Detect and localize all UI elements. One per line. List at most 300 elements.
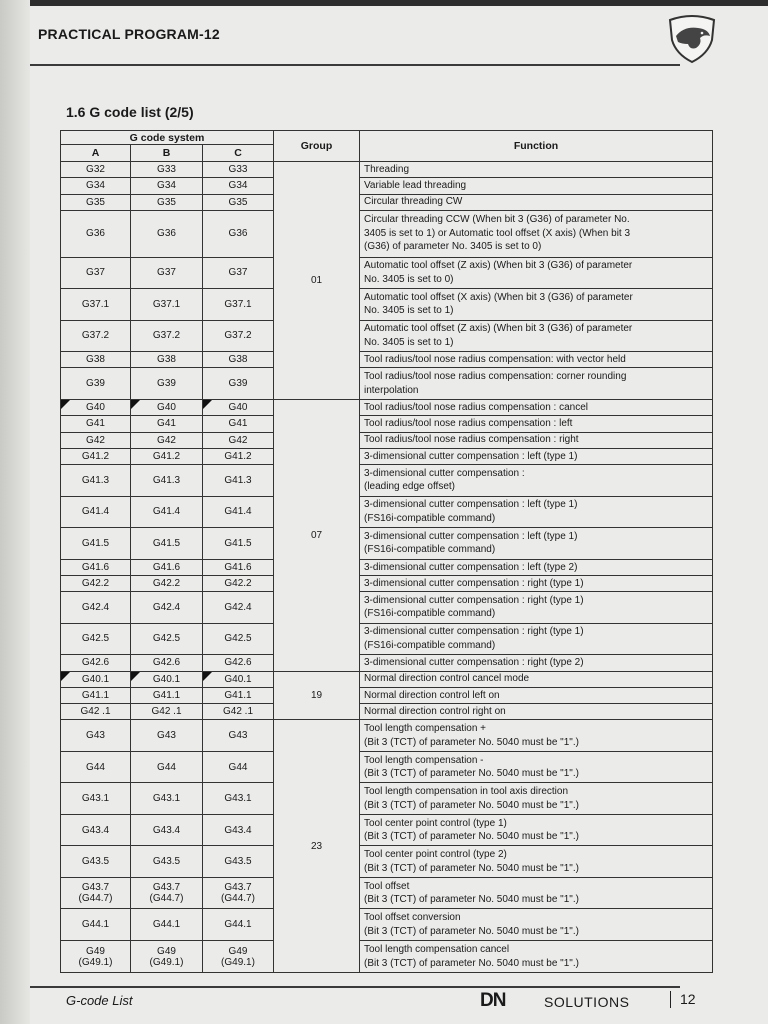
table-row (61, 877, 713, 909)
function-line: Tool length compensation in tool axis direction (364, 786, 569, 798)
g-code-col-b (131, 352, 203, 368)
function-line: (FS16i-compatible command) (364, 608, 496, 620)
function-line: 3-dimensional cutter compensation : (364, 467, 525, 479)
function-description (360, 720, 713, 752)
g-code-value: G42.2 (224, 578, 252, 590)
g-code-col-b (131, 448, 203, 464)
g-code-col-a (61, 575, 131, 591)
table-row (61, 432, 713, 448)
header-rule (30, 64, 680, 66)
table-row (61, 671, 713, 687)
table-row (61, 575, 713, 591)
table-row (61, 257, 713, 289)
g-code-value: G34 (86, 180, 105, 192)
g-code-value: G38 (228, 354, 248, 366)
g-code-value: G36 (228, 228, 248, 240)
table-row (61, 814, 713, 846)
g-code-value: G37.2 (81, 330, 110, 342)
function-description (360, 671, 713, 687)
function-line: (G36) of parameter No. 3405 is set to 0) (364, 241, 542, 253)
function-description (360, 162, 713, 178)
g-code-col-a (61, 368, 131, 400)
g-code-col-c (203, 671, 274, 687)
g-code-col-b (131, 210, 203, 257)
g-code-value: G42 .1 (80, 706, 111, 718)
g-code-line: G43.7 (224, 882, 252, 894)
function-line: Tool radius/tool nose radius compensation: with vector held (364, 354, 626, 366)
g-code-value: G42.5 (81, 633, 110, 645)
function-description (360, 289, 713, 321)
g-code-value: G41.5 (224, 537, 252, 549)
brand-logo-mark: DN (480, 990, 506, 1011)
g-code-col-b (131, 783, 203, 815)
function-description (360, 528, 713, 560)
g-code-col-c (203, 559, 274, 575)
g-code-value: G36 (157, 228, 176, 240)
g-code-col-c (203, 320, 274, 352)
g-code-value: G40.1 (81, 673, 110, 685)
g-code-col-c (203, 783, 274, 815)
g-code-value: G37.2 (224, 330, 252, 342)
function-line: Tool center point control (type 1) (364, 817, 507, 829)
g-code-line: (G44.7) (78, 893, 113, 905)
g-code-value: G42.4 (152, 601, 181, 613)
g-code-value: G38 (86, 354, 105, 366)
g-code-value: G41.4 (152, 506, 181, 518)
g-code-col-c (203, 465, 274, 497)
g-code-col-c (203, 623, 274, 655)
g-code-col-a (61, 846, 131, 878)
g-code-value: G43.1 (224, 793, 252, 805)
col-b-header: B (131, 145, 203, 162)
g-code-value: G42 (228, 434, 248, 446)
page-header-title: PRACTICAL PROGRAM-12 (38, 26, 220, 42)
g-code-col-c (203, 257, 274, 289)
table-row (61, 655, 713, 671)
group-number: 01 (274, 162, 360, 400)
g-code-line: (G49.1) (221, 956, 255, 968)
g-code-col-c (203, 877, 274, 909)
table-row (61, 592, 713, 624)
g-code-col-a (61, 559, 131, 575)
g-code-col-c (203, 846, 274, 878)
function-line: (Bit 3 (TCT) of parameter No. 5040 must be "1".) (364, 957, 579, 969)
g-code-col-c (203, 814, 274, 846)
function-description (360, 941, 713, 973)
g-code-value: G44.1 (152, 919, 181, 931)
g-code-value: G43.4 (152, 824, 181, 836)
g-code-col-a (61, 399, 131, 415)
g-code-col-b (131, 194, 203, 210)
g-code-value: G41.6 (81, 561, 110, 573)
table-row (61, 496, 713, 528)
g-code-col-b (131, 704, 203, 720)
function-line: Tool offset conversion (364, 912, 461, 924)
g-code-col-b (131, 416, 203, 432)
table-row (61, 623, 713, 655)
function-line: Automatic tool offset (X axis) (When bit 3 (G36) of parameter (364, 291, 633, 303)
g-code-table (60, 130, 713, 973)
page-top-edge (0, 0, 768, 6)
g-code-value: G43.5 (152, 856, 181, 868)
function-line: (Bit 3 (TCT) of parameter No. 5040 must be "1".) (364, 799, 579, 811)
table-row (61, 704, 713, 720)
function-description (360, 783, 713, 815)
section-title: 1.6 G code list (2/5) (66, 104, 194, 120)
function-description (360, 559, 713, 575)
function-line: Tool radius/tool nose radius compensation : cancel (364, 401, 589, 413)
g-code-value: G39 (157, 378, 176, 390)
g-code-line: G49 (86, 945, 105, 957)
table-row (61, 941, 713, 973)
g-code-value: G37 (86, 267, 105, 279)
g-code-value: G44 (157, 761, 176, 773)
function-line: (Bit 3 (TCT) of parameter No. 5040 must be "1".) (364, 894, 579, 906)
g-code-col-b (131, 814, 203, 846)
g-code-value: G42.4 (224, 601, 252, 613)
function-description (360, 592, 713, 624)
g-code-value: G40.1 (152, 673, 181, 685)
function-description (360, 320, 713, 352)
function-line: Circular threading CW (364, 196, 463, 208)
g-code-col-a (61, 877, 131, 909)
function-line: Tool radius/tool nose radius compensation : left (364, 418, 573, 430)
footer-rule (30, 986, 680, 988)
g-code-col-b (131, 368, 203, 400)
g-code-value: G34 (228, 180, 248, 192)
g-code-value: G42.5 (224, 633, 252, 645)
table-row (61, 416, 713, 432)
function-line: Tool length compensation + (364, 723, 487, 735)
g-code-line: (G49.1) (149, 956, 184, 968)
g-code-value: G42 .1 (222, 706, 254, 718)
function-line: Circular threading CCW (When bit 3 (G36) of parameter No. (364, 214, 630, 226)
g-code-value: G35 (86, 196, 105, 208)
g-code-value: G42 (86, 434, 105, 446)
g-code-value: G42.2 (81, 578, 110, 590)
initial-state-marker-icon (203, 672, 212, 681)
g-code-value: G44.1 (81, 919, 110, 931)
function-description (360, 575, 713, 591)
g-code-col-c (203, 909, 274, 941)
function-line: Normal direction control left on (364, 689, 500, 701)
g-code-value: G40 (86, 402, 105, 414)
g-code-value: G41.3 (224, 474, 252, 486)
g-code-value: G35 (228, 196, 248, 208)
g-code-value: G34 (157, 180, 176, 192)
g-code-col-a (61, 528, 131, 560)
group-number: 23 (274, 720, 360, 973)
g-code-value: G41.3 (152, 474, 181, 486)
g-code-col-c (203, 448, 274, 464)
g-code-value: G41.5 (152, 537, 181, 549)
table-row (61, 687, 713, 703)
g-code-col-b (131, 687, 203, 703)
function-line: 3-dimensional cutter compensation : left (type 1) (364, 530, 578, 542)
g-code-value: G41.2 (224, 450, 252, 462)
g-code-value: G43 (157, 730, 176, 742)
function-line: Tool offset (364, 880, 410, 892)
table-row (61, 399, 713, 415)
g-code-value: G36 (86, 228, 105, 240)
g-code-value: G32 (86, 164, 105, 176)
g-code-col-a (61, 194, 131, 210)
g-code-line: (G44.7) (221, 893, 255, 905)
page-binding-edge (0, 0, 30, 1024)
table-row (61, 528, 713, 560)
g-code-col-a (61, 432, 131, 448)
g-code-value: G41.5 (81, 537, 110, 549)
g-code-col-b (131, 496, 203, 528)
function-line: Tool radius/tool nose radius compensation: corner rounding (364, 371, 627, 383)
g-code-col-a (61, 320, 131, 352)
g-code-col-b (131, 592, 203, 624)
g-code-value: G41.6 (152, 561, 181, 573)
g-code-value: G39 (228, 378, 248, 390)
group-number: 07 (274, 399, 360, 671)
g-code-value: G37.1 (152, 298, 181, 310)
g-code-col-c (203, 496, 274, 528)
g-code-col-b (131, 528, 203, 560)
g-code-col-b (131, 257, 203, 289)
function-line: Tool length compensation cancel (364, 944, 510, 955)
function-line: 3-dimensional cutter compensation : right (type 1) (364, 577, 584, 589)
g-code-col-b (131, 178, 203, 194)
g-code-line: G43.7 (152, 882, 181, 894)
g-code-col-b (131, 575, 203, 591)
g-code-table-wrapper (60, 130, 712, 973)
function-line: 3-dimensional cutter compensation : right (type 1) (364, 594, 584, 606)
g-code-col-c (203, 751, 274, 783)
g-code-value: G41 (228, 418, 248, 430)
table-row (61, 448, 713, 464)
g-code-value: G35 (157, 196, 176, 208)
g-code-value: G41.1 (152, 689, 181, 701)
g-code-col-a (61, 257, 131, 289)
g-code-value: G37.1 (81, 298, 110, 310)
g-code-col-c (203, 941, 274, 973)
function-line: Automatic tool offset (Z axis) (When bit 3 (G36) of parameter (364, 323, 633, 335)
table-row (61, 909, 713, 941)
g-code-col-b (131, 877, 203, 909)
g-code-value: G40.1 (224, 673, 252, 685)
g-code-value: G42.6 (152, 657, 181, 669)
function-line: (Bit 3 (TCT) of parameter No. 5040 must be "1".) (364, 768, 579, 780)
page-number: 12 (680, 991, 696, 1007)
g-code-value: G41.4 (224, 506, 252, 518)
g-code-col-c (203, 352, 274, 368)
g-code-col-a (61, 448, 131, 464)
table-row (61, 194, 713, 210)
g-code-value: G43.1 (152, 793, 181, 805)
g-code-col-a (61, 178, 131, 194)
g-code-col-a (61, 162, 131, 178)
g-code-value: G42.5 (152, 633, 181, 645)
g-code-col-c (203, 655, 274, 671)
g-code-value: G37.2 (152, 330, 181, 342)
g-code-col-c (203, 575, 274, 591)
table-row (61, 368, 713, 400)
g-code-col-b (131, 289, 203, 321)
g-code-line: (G44.7) (149, 893, 184, 905)
function-line: (Bit 3 (TCT) of parameter No. 5040 must be "1".) (364, 736, 579, 748)
function-description (360, 877, 713, 909)
g-code-col-c (203, 178, 274, 194)
g-code-col-a (61, 623, 131, 655)
table-row (61, 846, 713, 878)
g-code-col-b (131, 465, 203, 497)
table-row (61, 178, 713, 194)
g-code-col-c (203, 210, 274, 257)
function-description (360, 352, 713, 368)
g-code-col-a (61, 751, 131, 783)
brand-logo-text: SOLUTIONS (544, 994, 630, 1010)
function-description (360, 846, 713, 878)
table-row (61, 751, 713, 783)
function-line: interpolation (364, 384, 419, 396)
function-description (360, 814, 713, 846)
g-code-value: G41 (86, 418, 105, 430)
g-code-value: G42 (157, 434, 176, 446)
g-code-col-c (203, 528, 274, 560)
function-description (360, 432, 713, 448)
g-code-value: G33 (228, 164, 248, 176)
function-line: 3405 is set to 1) or Automatic tool offset (X axis) (When bit 3 (364, 227, 631, 239)
g-code-col-b (131, 941, 203, 973)
function-line: Variable lead threading (364, 180, 467, 192)
g-code-value: G40 (157, 402, 176, 414)
function-description (360, 687, 713, 703)
initial-state-marker-icon (131, 400, 140, 409)
function-line: 3-dimensional cutter compensation : left (type 1) (364, 499, 578, 511)
function-line: Tool center point control (type 2) (364, 849, 507, 861)
panther-shield-icon (664, 14, 720, 64)
g-code-value: G42.4 (81, 601, 110, 613)
function-line: (FS16i-compatible command) (364, 639, 496, 651)
function-line: (Bit 3 (TCT) of parameter No. 5040 must be "1".) (364, 831, 579, 843)
g-code-col-b (131, 162, 203, 178)
g-code-col-c (203, 162, 274, 178)
function-line: Automatic tool offset (Z axis) (When bit 3 (G36) of parameter (364, 260, 633, 272)
g-code-value: G43.5 (81, 856, 110, 868)
g-code-value: G43.4 (81, 824, 110, 836)
g-code-line: G49 (157, 945, 176, 957)
g-code-value: G41.1 (224, 689, 252, 701)
function-description (360, 416, 713, 432)
function-line: (FS16i-compatible command) (364, 544, 496, 556)
g-code-col-a (61, 687, 131, 703)
g-code-value: G40 (228, 402, 248, 414)
col-c-header: C (203, 145, 274, 162)
function-line: 3-dimensional cutter compensation : left (type 1) (364, 450, 578, 462)
g-code-col-b (131, 671, 203, 687)
function-line: Normal direction control right on (364, 705, 506, 717)
function-line: Tool radius/tool nose radius compensation : right (364, 434, 579, 446)
g-code-line: (G49.1) (78, 956, 113, 968)
g-code-value: G33 (157, 164, 176, 176)
function-line: 3-dimensional cutter compensation : right (type 2) (364, 657, 584, 669)
function-description (360, 704, 713, 720)
g-code-value: G37 (228, 267, 248, 279)
g-code-col-a (61, 416, 131, 432)
g-code-col-a (61, 783, 131, 815)
g-code-col-a (61, 671, 131, 687)
g-code-line: G43.7 (81, 882, 110, 894)
table-head (61, 131, 713, 162)
function-line: 3-dimensional cutter compensation : left (type 2) (364, 561, 578, 573)
initial-state-marker-icon (203, 400, 212, 409)
g-code-col-c (203, 194, 274, 210)
table-body (61, 162, 713, 973)
g-code-value: G38 (157, 354, 176, 366)
function-description (360, 399, 713, 415)
initial-state-marker-icon (61, 400, 70, 409)
g-code-col-a (61, 655, 131, 671)
g-code-value: G42.2 (152, 578, 181, 590)
g-code-col-c (203, 432, 274, 448)
g-code-col-c (203, 592, 274, 624)
g-code-value: G43.5 (224, 856, 252, 868)
g-code-col-b (131, 399, 203, 415)
g-code-value: G41.4 (81, 506, 110, 518)
g-code-value: G43.4 (224, 824, 252, 836)
table-row (61, 352, 713, 368)
g-code-col-c (203, 368, 274, 400)
g-code-value: G39 (86, 378, 105, 390)
g-code-value: G42.6 (81, 657, 110, 669)
g-code-col-a (61, 289, 131, 321)
table-row (61, 559, 713, 575)
group-header: Group (274, 131, 360, 162)
table-row (61, 289, 713, 321)
col-a-header: A (61, 145, 131, 162)
function-line: 3-dimensional cutter compensation : right (type 1) (364, 626, 584, 638)
g-code-col-b (131, 751, 203, 783)
function-header: Function (360, 131, 713, 162)
function-description (360, 194, 713, 210)
g-code-col-c (203, 687, 274, 703)
g-code-col-c (203, 289, 274, 321)
g-code-value: G37 (157, 267, 176, 279)
initial-state-marker-icon (131, 672, 140, 681)
table-row (61, 210, 713, 257)
g-code-value: G42 .1 (151, 706, 182, 718)
g-code-value: G41 (157, 418, 176, 430)
g-code-col-a (61, 592, 131, 624)
function-description (360, 465, 713, 497)
g-code-value: G42.6 (224, 657, 252, 669)
g-code-value: G41.3 (81, 474, 110, 486)
g-code-col-b (131, 559, 203, 575)
function-line: (FS16i-compatible command) (364, 512, 496, 524)
g-code-col-b (131, 623, 203, 655)
g-code-value: G44 (228, 761, 248, 773)
table-row (61, 320, 713, 352)
g-code-col-b (131, 909, 203, 941)
function-description (360, 210, 713, 257)
page-number-separator (670, 991, 671, 1008)
g-code-col-c (203, 720, 274, 752)
function-description (360, 368, 713, 400)
g-code-col-a (61, 720, 131, 752)
function-description (360, 448, 713, 464)
g-code-col-a (61, 496, 131, 528)
g-code-col-b (131, 720, 203, 752)
footer-doc-title: G-code List (66, 993, 133, 1008)
g-code-value: G41.2 (81, 450, 110, 462)
g-code-col-a (61, 210, 131, 257)
g-code-col-a (61, 352, 131, 368)
